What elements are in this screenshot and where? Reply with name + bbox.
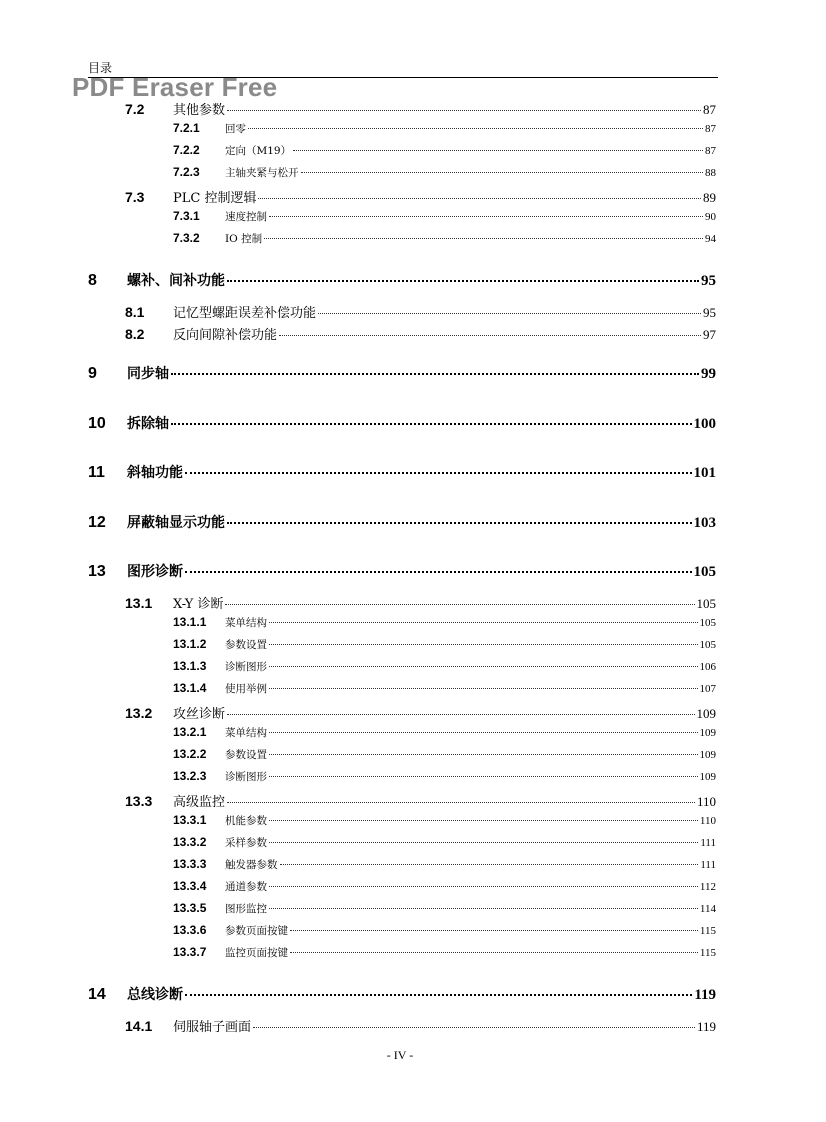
toc-entry-title: 回零 — [225, 123, 246, 135]
toc-entry[interactable] — [173, 857, 716, 872]
toc-entry-page: 106 — [699, 661, 716, 673]
toc-entry-number: 8.2 — [125, 326, 145, 342]
toc-entry-page: 109 — [699, 749, 716, 761]
toc-entry-number: 13.2.3 — [173, 769, 207, 783]
toc-entry-page: 109 — [699, 727, 716, 739]
toc-entry-number: 7.2.2 — [173, 143, 200, 157]
toc-entry-title: 菜单结构 — [225, 617, 267, 629]
toc-entry-page: 111 — [700, 859, 716, 871]
dot-leader — [227, 110, 701, 111]
toc-entry[interactable] — [173, 923, 716, 938]
dot-leader — [227, 280, 699, 282]
dot-leader — [248, 128, 703, 129]
toc-entry-number: 14 — [88, 986, 106, 1003]
dot-leader — [293, 150, 703, 151]
dot-leader — [253, 1027, 695, 1028]
toc-entry-page: 105 — [693, 564, 716, 580]
toc-entry-page: 87 — [703, 102, 716, 117]
toc-entry-number: 13.3.3 — [173, 857, 207, 871]
toc-entry[interactable] — [125, 187, 716, 206]
toc-entry-page: 95 — [703, 305, 716, 320]
toc-entry[interactable] — [88, 413, 716, 433]
toc-entry-number: 13.2.2 — [173, 747, 207, 761]
dot-leader — [280, 864, 699, 865]
toc-entry-title: 诊断图形 — [225, 771, 267, 783]
toc-entry-number: 12 — [88, 514, 106, 531]
toc-entry-page: 94 — [705, 233, 716, 245]
toc-entry-title: 主轴夹紧与松开 — [225, 167, 299, 179]
toc-entry-number: 11 — [88, 464, 105, 481]
toc-entry-page: 90 — [705, 211, 716, 223]
toc-entry[interactable] — [125, 593, 716, 612]
toc-entry-title: 攻丝诊断 — [173, 707, 226, 722]
toc-entry-page: 105 — [699, 639, 716, 651]
dot-leader — [269, 644, 698, 645]
toc-entry-number: 7.3.2 — [173, 231, 200, 245]
toc-entry[interactable] — [173, 659, 716, 674]
toc-entry-number: 13 — [88, 563, 106, 580]
toc-entry-title: 同步轴 — [127, 366, 169, 382]
toc-entry[interactable] — [173, 231, 716, 246]
toc-entry[interactable] — [88, 270, 716, 290]
toc-entry-page: 100 — [693, 416, 716, 432]
toc-entry[interactable] — [173, 747, 716, 762]
toc-entry-title: 其他参数 — [173, 103, 226, 118]
toc-entry-page: 88 — [705, 167, 716, 179]
toc-entry[interactable] — [173, 121, 716, 136]
toc-entry-number: 13.3.2 — [173, 835, 207, 849]
toc-entry-title: 菜单结构 — [225, 727, 267, 739]
toc-entry[interactable] — [125, 99, 716, 118]
toc-entry-number: 13.2.1 — [173, 725, 207, 739]
toc-entry-page: 97 — [703, 327, 716, 342]
toc-entry[interactable] — [125, 1016, 716, 1035]
toc-entry-page: 115 — [699, 947, 716, 959]
dot-leader — [171, 423, 692, 425]
toc-entry[interactable] — [125, 302, 716, 321]
toc-entry-number: 7.3 — [125, 189, 145, 205]
toc-entry-title: 屏蔽轴显示功能 — [127, 515, 225, 531]
toc-entry-title: 速度控制 — [225, 211, 267, 223]
page-number: - IV - — [386, 1048, 414, 1062]
toc-entry[interactable] — [125, 324, 716, 343]
dot-leader — [318, 313, 701, 314]
running-header: 目录 — [88, 61, 113, 75]
dot-leader — [269, 688, 698, 689]
dot-leader — [185, 472, 692, 474]
toc-entry[interactable] — [173, 615, 716, 630]
toc-entry-number: 7.2.3 — [173, 165, 200, 179]
toc-entry-title: 图形诊断 — [127, 564, 183, 580]
toc-entry-title: 采样参数 — [225, 837, 267, 849]
dot-leader — [269, 216, 703, 217]
toc-entry-number: 7.2.1 — [173, 121, 200, 135]
toc-entry[interactable] — [88, 363, 716, 383]
toc-entry-page: 105 — [699, 617, 716, 629]
toc-entry[interactable] — [88, 984, 716, 1004]
toc-entry-page: 87 — [705, 145, 716, 157]
toc-entry-page: 105 — [696, 596, 716, 611]
toc-entry[interactable] — [88, 561, 716, 581]
toc-entry[interactable] — [173, 725, 716, 740]
toc-entry-number: 13.3.4 — [173, 879, 207, 893]
toc-entry-number: 8.1 — [125, 304, 145, 320]
toc-entry[interactable] — [173, 143, 716, 158]
toc-entry-title: 参数页面按键 — [225, 925, 288, 937]
toc-entry[interactable] — [125, 703, 716, 722]
toc-entry-page: 87 — [705, 123, 716, 135]
toc-entry-title: 记忆型螺距误差补偿功能 — [173, 306, 317, 321]
toc-entry-page: 95 — [701, 273, 716, 289]
toc-entry[interactable] — [88, 512, 716, 532]
toc-entry-page: 119 — [694, 987, 716, 1003]
toc-entry[interactable] — [173, 637, 716, 652]
dot-leader — [185, 994, 692, 996]
toc-entry-page: 119 — [696, 1019, 716, 1034]
toc-entry-title: IO 控制 — [225, 233, 263, 245]
toc-entry-title: PLC 控制逻辑 — [173, 191, 257, 206]
dot-leader — [171, 373, 699, 375]
toc-entry[interactable] — [173, 209, 716, 224]
toc-entry-title: 反向间隙补偿功能 — [173, 328, 278, 343]
toc-entry-page: 110 — [696, 794, 716, 809]
toc-entry-title: 参数设置 — [225, 749, 267, 761]
toc-entry-page: 114 — [699, 903, 716, 915]
toc-entry-title: 使用举例 — [225, 683, 267, 695]
dot-leader — [227, 522, 692, 524]
toc-entry-number: 10 — [88, 415, 106, 432]
dot-leader — [269, 886, 698, 887]
dot-leader — [227, 802, 695, 803]
toc-entry-title: 诊断图形 — [225, 661, 267, 673]
toc-entry-number: 13.1.2 — [173, 637, 207, 651]
toc-entry-title: 拆除轴 — [127, 416, 169, 432]
toc-entry[interactable] — [125, 791, 716, 810]
dot-leader — [258, 198, 701, 199]
toc-entry-number: 13.3.7 — [173, 945, 207, 959]
toc-entry-title: 通道参数 — [225, 881, 267, 893]
toc-entry-page: 89 — [703, 190, 716, 205]
dot-leader — [269, 732, 698, 733]
toc-entry-number: 13.1 — [125, 595, 153, 611]
dot-leader — [269, 776, 698, 777]
watermark: PDF Eraser Free — [72, 72, 278, 102]
toc-entry[interactable] — [173, 879, 716, 894]
toc-entry-page: 110 — [699, 815, 716, 827]
toc-entry-number: 13.3.1 — [173, 813, 207, 827]
toc-entry-title: 伺服轴子画面 — [173, 1020, 252, 1035]
toc-entry[interactable] — [173, 769, 716, 784]
toc-entry-number: 7.2 — [125, 101, 145, 117]
toc-entry-title: 监控页面按键 — [225, 947, 288, 959]
toc-entry-title: 图形监控 — [225, 903, 267, 915]
toc-entry[interactable] — [88, 462, 716, 482]
toc-entry-page: 109 — [699, 771, 716, 783]
dot-leader — [269, 820, 698, 821]
toc-entry-number: 13.1.4 — [173, 681, 207, 695]
toc-entry-page: 101 — [693, 465, 716, 481]
toc-entry-title: 机能参数 — [225, 815, 267, 827]
toc-entry-title: 定向（M19） — [225, 145, 292, 157]
toc-entry-number: 13.3.6 — [173, 923, 207, 937]
toc-entry-number: 13.3 — [125, 793, 153, 809]
toc-entry[interactable] — [173, 945, 716, 960]
dot-leader — [269, 622, 698, 623]
dot-leader — [269, 908, 698, 909]
dot-leader — [225, 604, 694, 605]
toc-entry-title: 斜轴功能 — [127, 465, 183, 481]
toc-entry[interactable] — [173, 835, 716, 850]
toc-entry-number: 13.3.5 — [173, 901, 207, 915]
toc-entry-title: 参数设置 — [225, 639, 267, 651]
toc-entry-title: 螺补、间补功能 — [127, 273, 225, 289]
dot-leader — [290, 952, 698, 953]
toc-entry-number: 13.2 — [125, 705, 153, 721]
toc-entry-page: 111 — [700, 837, 716, 849]
dot-leader — [269, 842, 698, 843]
toc-entry-page: 103 — [693, 515, 716, 531]
dot-leader — [301, 172, 704, 173]
dot-leader — [269, 666, 698, 667]
toc-entry-number: 14.1 — [125, 1018, 153, 1034]
toc-entry-number: 7.3.1 — [173, 209, 200, 223]
toc-entry-title: 触发器参数 — [225, 859, 278, 871]
toc-entry-title: 高级监控 — [173, 795, 226, 810]
toc-entry-page: 109 — [696, 706, 716, 721]
toc-entry-page: 107 — [699, 683, 716, 695]
toc-entry-page: 115 — [699, 925, 716, 937]
toc-entry-title: X-Y 诊断 — [173, 597, 224, 612]
toc-entry-page: 112 — [699, 881, 716, 893]
toc-entry[interactable] — [173, 165, 716, 180]
toc-entry-number: 13.1.3 — [173, 659, 207, 673]
dot-leader — [290, 930, 698, 931]
toc-entry[interactable] — [173, 813, 716, 828]
dot-leader — [264, 238, 703, 239]
dot-leader — [227, 714, 694, 715]
toc-entry[interactable] — [173, 901, 716, 916]
toc-entry-number: 9 — [88, 365, 97, 382]
dot-leader — [269, 754, 698, 755]
toc-entry-number: 13.1.1 — [173, 615, 207, 629]
toc-entry-title: 总线诊断 — [127, 987, 183, 1003]
toc-entry-number: 8 — [88, 272, 97, 289]
toc-entry-page: 99 — [701, 366, 716, 382]
toc-entry[interactable] — [173, 681, 716, 696]
dot-leader — [185, 571, 692, 573]
dot-leader — [279, 335, 701, 336]
